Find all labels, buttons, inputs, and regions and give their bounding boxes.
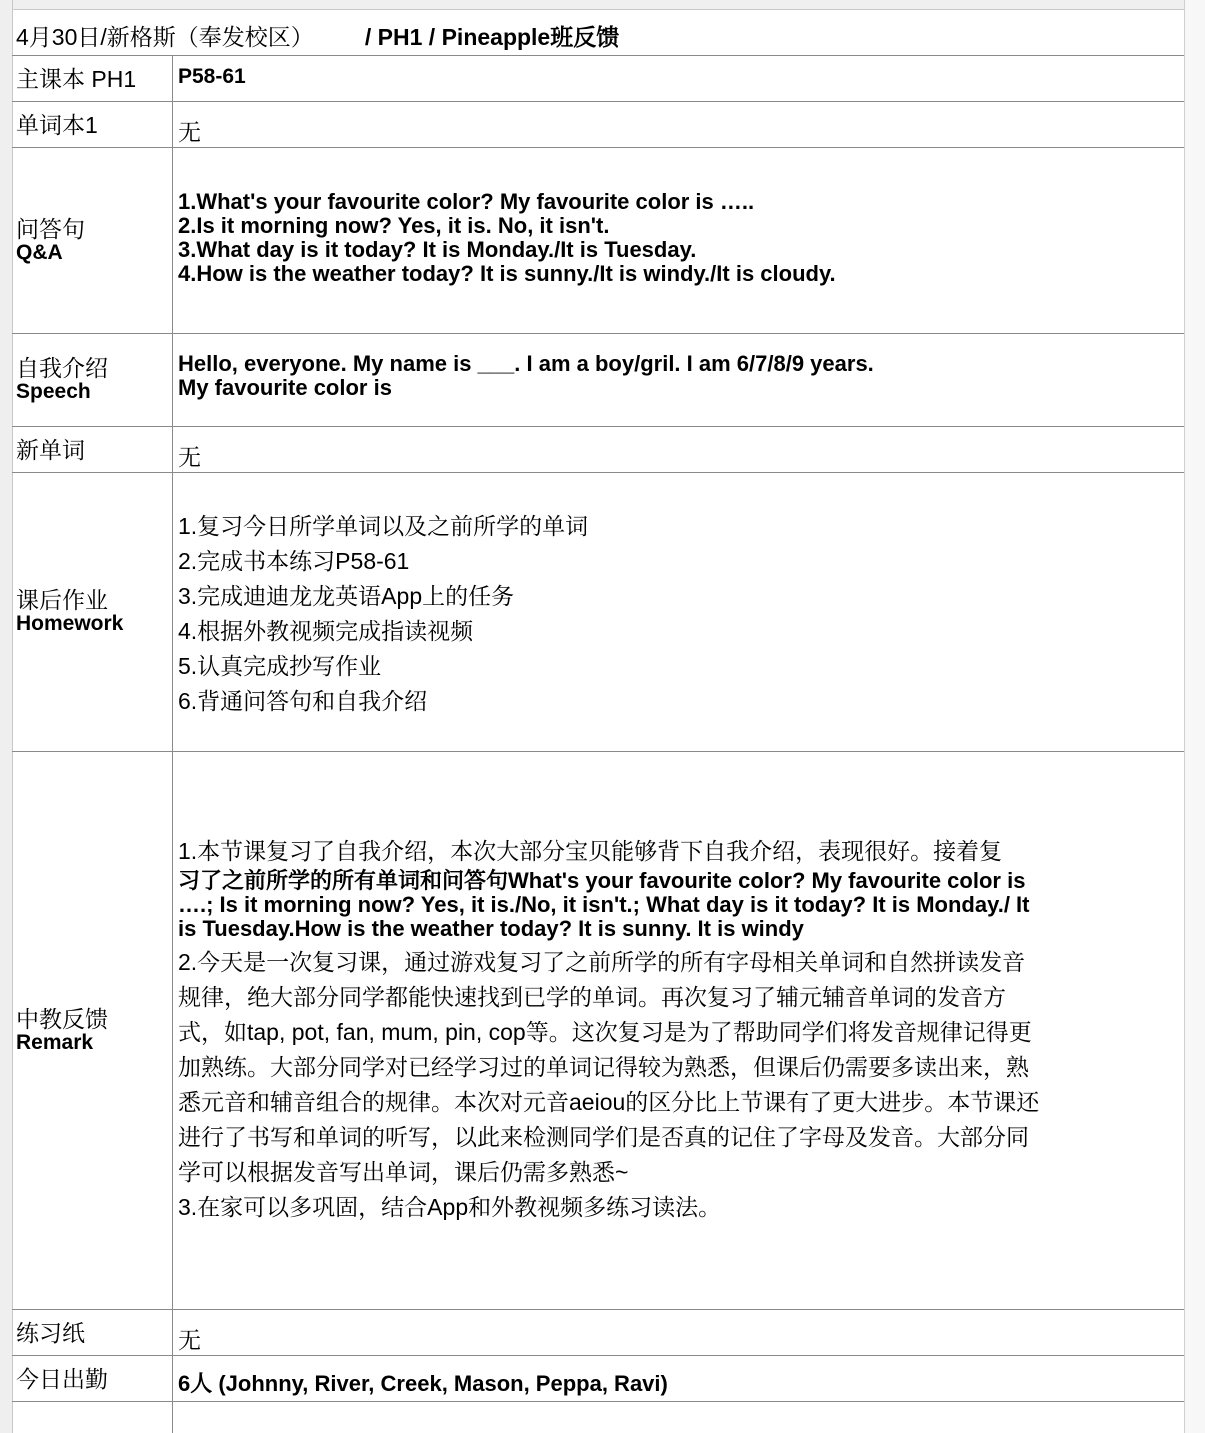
value-speech bbox=[173, 334, 1184, 426]
value-homework bbox=[173, 473, 1184, 751]
remark-paragraph-3: 3.在家可以多巩固，结合App和外教视频多练习读法。 bbox=[178, 1194, 722, 1220]
title-row[interactable] bbox=[12, 10, 1184, 56]
sheet-top-gutter bbox=[0, 0, 1205, 10]
label-word-book: 单词本1 bbox=[12, 102, 173, 147]
label-speech: 自我介绍 Speech bbox=[12, 334, 173, 426]
remark-paragraph-1-rest: 习了之前所学的所有单词和问答句What's your favourite color? My favourite color is ….; Is it morning now? Yes, it is./No, it isn't.; What day is it today? It is Monday./ It is Tuesday.How is the weather today? It is sunny. It is windy bbox=[178, 868, 1030, 941]
homework-item: 6.背通问答句和自我介绍 bbox=[178, 688, 428, 714]
homework-item: 2.完成书本练习P58-61 bbox=[178, 548, 410, 574]
homework-item: 1.复习今日所学单词以及之前所学的单词 bbox=[178, 513, 589, 539]
row-new-words[interactable] bbox=[12, 427, 1184, 473]
row-speech[interactable] bbox=[12, 334, 1184, 427]
label-homework: 课后作业 Homework bbox=[12, 473, 173, 751]
speech-line: My favourite color is bbox=[178, 375, 392, 400]
label-remark: 中教反馈 Remark bbox=[12, 752, 173, 1309]
row-attendance[interactable] bbox=[12, 1356, 1184, 1402]
qa-line: 2.Is it morning now? Yes, it is. No, it isn't. bbox=[178, 213, 610, 238]
qa-line: 1.What's your favourite color? My favourite color is ….. bbox=[178, 189, 755, 214]
empty-row[interactable] bbox=[12, 1402, 1184, 1433]
row-worksheet[interactable] bbox=[12, 1310, 1184, 1356]
value-attendance: 6人 (Johnny, River, Creek, Mason, Peppa, Ravi) bbox=[178, 1371, 668, 1396]
label-qa: 问答句 Q&A bbox=[12, 148, 173, 333]
homework-item: 4.根据外教视频完成指读视频 bbox=[178, 618, 474, 644]
label-attendance: 今日出勤 bbox=[12, 1356, 173, 1401]
value-new-words: 无 bbox=[178, 444, 201, 470]
sheet-right-gutter bbox=[1184, 0, 1205, 1433]
value-main-book: P58-61 bbox=[178, 65, 246, 88]
row-word-book[interactable] bbox=[12, 102, 1184, 148]
label-new-words: 新单词 bbox=[12, 427, 173, 472]
feedback-title: 4月30日/新格斯（奉发校区） / PH1 / Pineapple班反馈 bbox=[16, 24, 620, 50]
label-main-book: 主课本 PH1 bbox=[12, 56, 173, 101]
homework-item: 5.认真完成抄写作业 bbox=[178, 653, 382, 679]
value-qa bbox=[173, 148, 1184, 333]
row-remark[interactable] bbox=[12, 752, 1184, 1310]
speech-line: Hello, everyone. My name is ___. I am a boy/gril. I am 6/7/8/9 years. bbox=[178, 351, 874, 376]
row-homework[interactable] bbox=[12, 473, 1184, 752]
qa-line: 3.What day is it today? It is Monday./It is Tuesday. bbox=[178, 237, 697, 262]
remark-paragraph-2: 2.今天是一次复习课，通过游戏复习了之前所学的所有字母相关单词和自然拼读发音规律，绝大部分同学都能快速找到已学的单词。再次复习了辅元辅音单词的发音方式，如tap, pot, fan, mum, pin, cop等。这次复习是为了帮助同学们将发音规律记得更加熟练。大部分同学对已经学习过的单词记得较为熟悉，但课后仍需要多读出来，熟悉元音和辅音组合的规律。本次对元音aeiou的区分比上节课有了更大进步。本节课还进行了书写和单词的听写，以此来检测同学们是否真的记住了字母及发音。大部分同学可以根据发音写出单词，课后仍需多熟悉~ bbox=[178, 949, 1040, 1185]
qa-line: 4.How is the weather today? It is sunny./It is windy./It is cloudy. bbox=[178, 261, 836, 286]
row-qa[interactable] bbox=[12, 148, 1184, 334]
empty-cell-label[interactable] bbox=[12, 1402, 173, 1433]
homework-item: 3.完成迪迪龙龙英语App上的任务 bbox=[178, 583, 515, 609]
value-remark bbox=[173, 752, 1041, 1309]
remark-paragraph-1-line-1: 1.本节课复习了自我介绍，本次大部分宝贝能够背下自我介绍，表现很好。接着复 bbox=[178, 838, 1003, 864]
empty-cell-value[interactable] bbox=[173, 1402, 1184, 1433]
value-worksheet: 无 bbox=[178, 1327, 201, 1353]
label-worksheet: 练习纸 bbox=[12, 1310, 173, 1355]
row-main-book[interactable] bbox=[12, 56, 1184, 102]
value-word-book: 无 bbox=[178, 119, 201, 145]
